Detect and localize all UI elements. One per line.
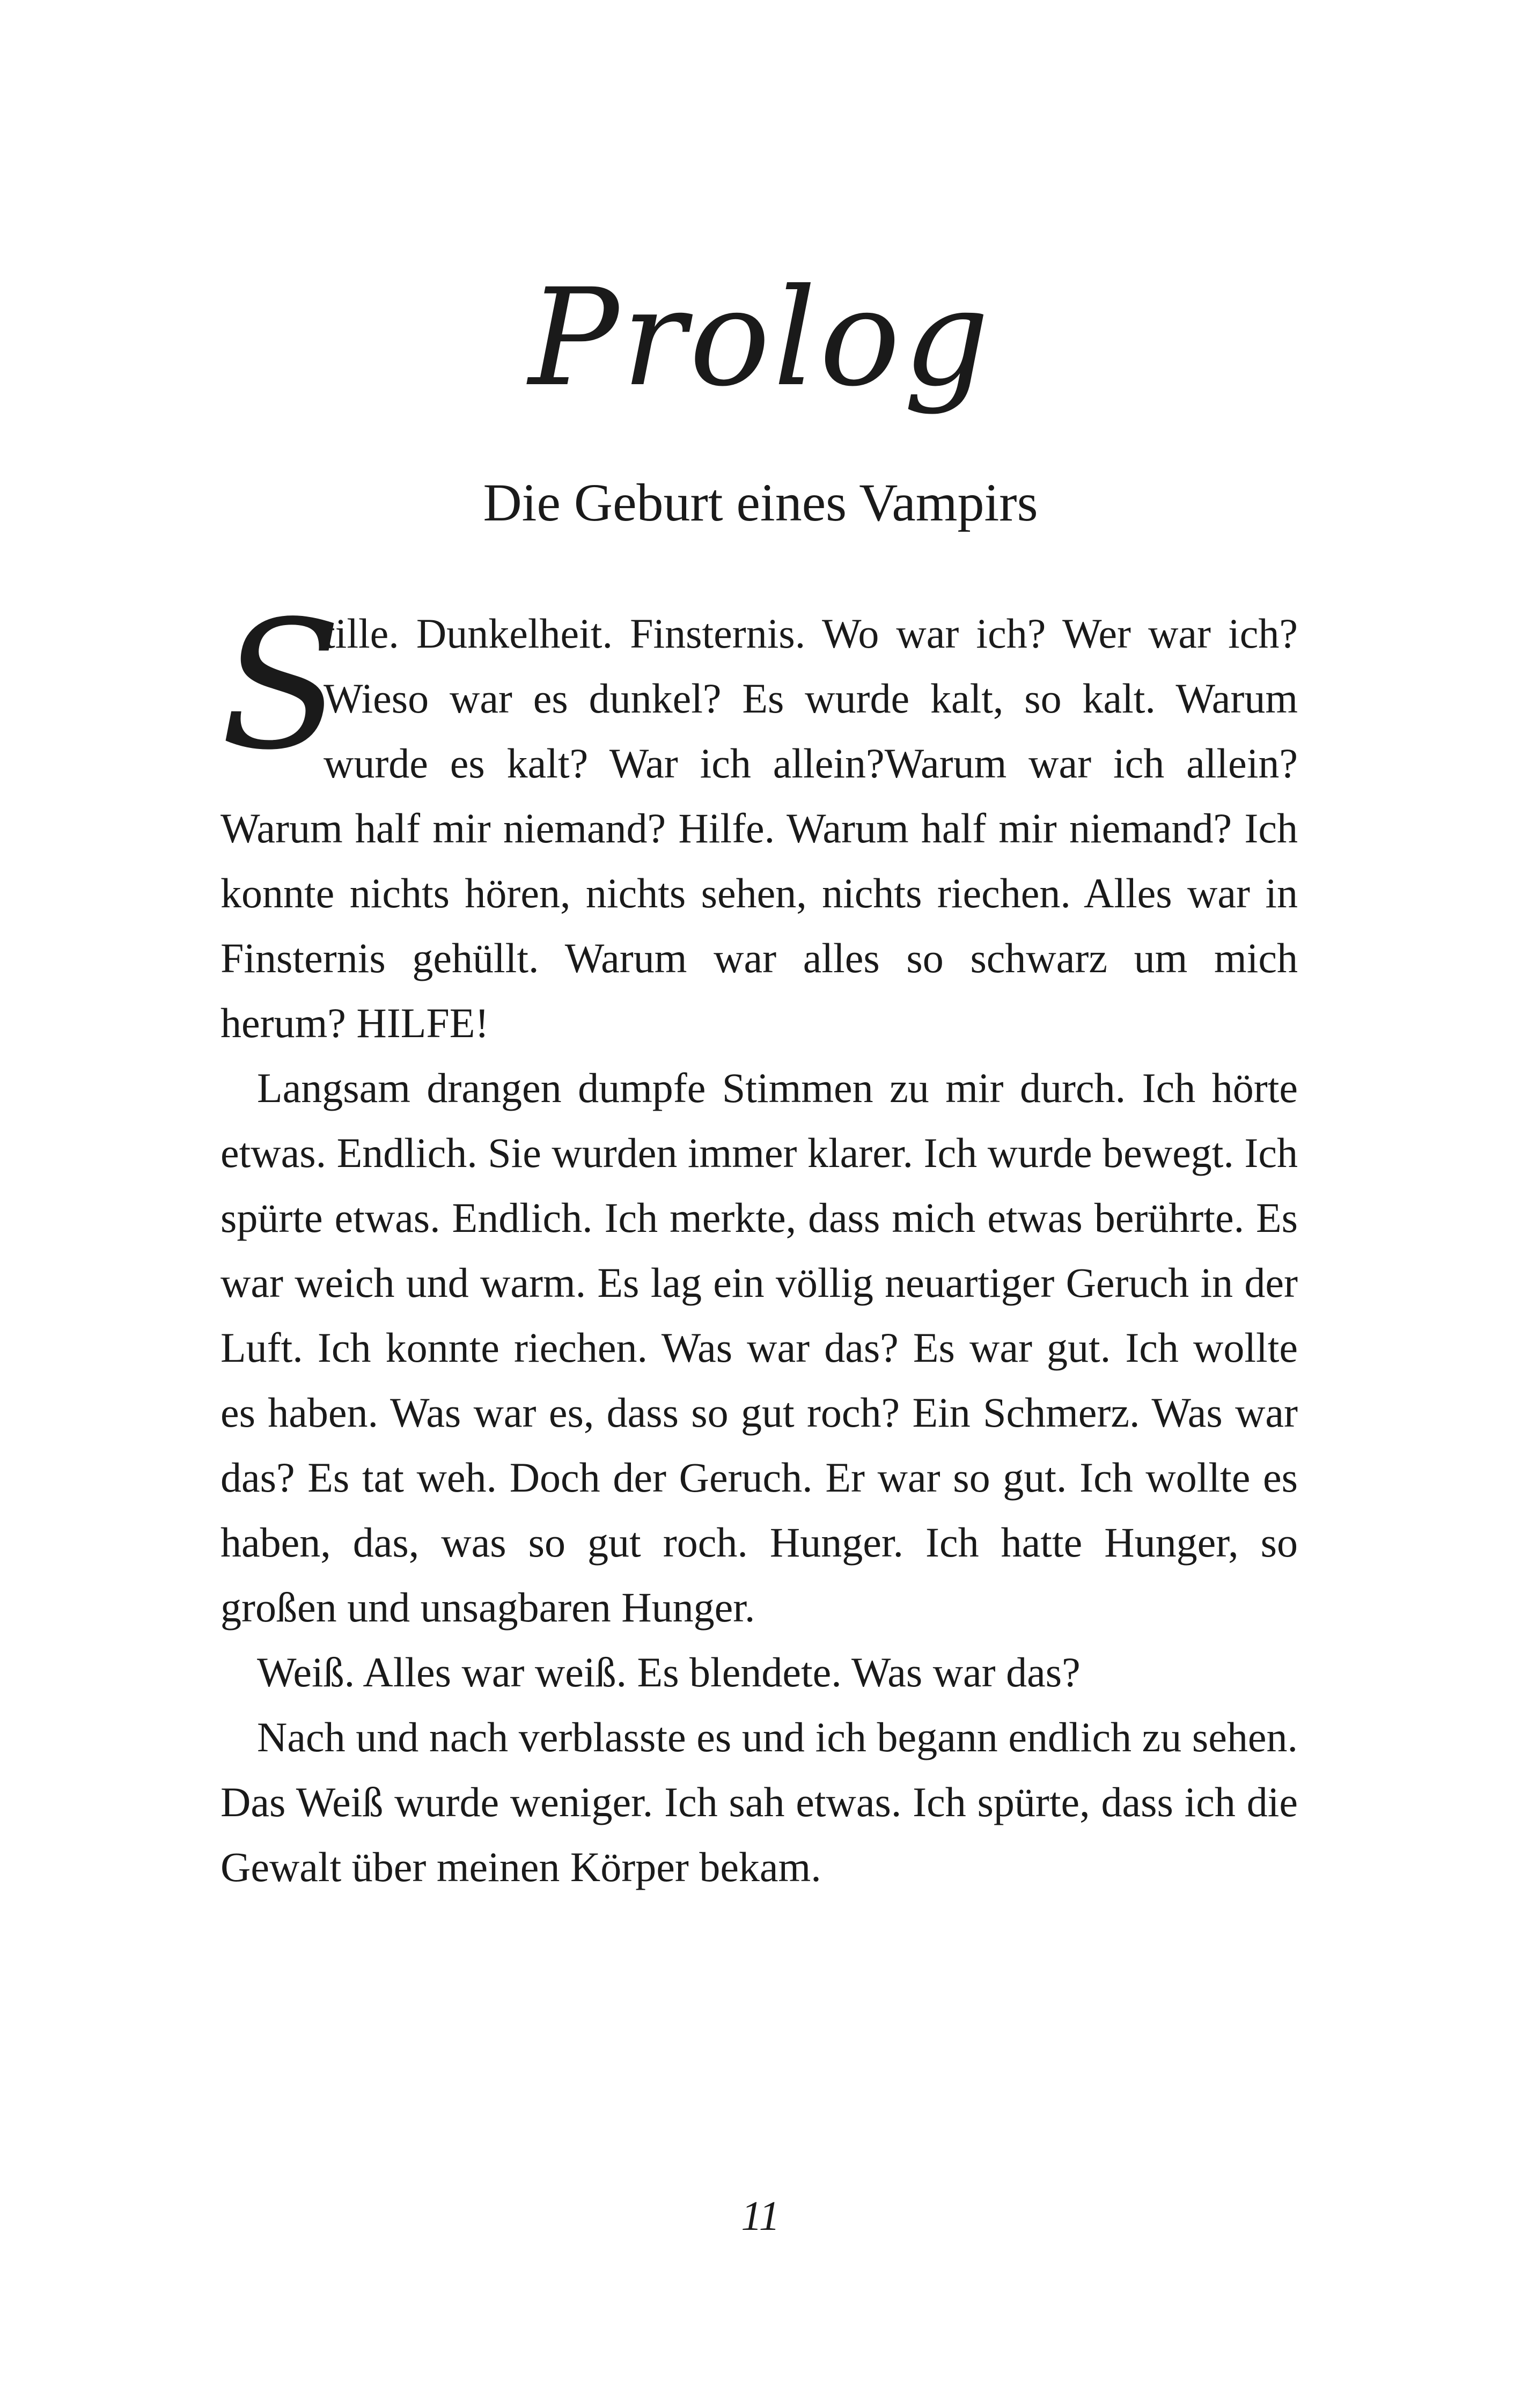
body-text — [221, 583, 1298, 1899]
page-number: 11 — [741, 2192, 780, 2239]
paragraph-3: Weiß. Alles war weiß. Es blendete. Was war das? — [257, 1649, 1081, 1695]
paragraph-2: Langsam drangen dumpfe Stimmen zu mir durch. Ich hörte etwas. Endlich. Sie wurden immer klarer. Ich wurde bewegt. Ich spürte etwas. Endlich. Ich merkte, dass mich etwas berührte. Es war weich und warm. Es lag ein völlig neuartiger Geruch in der Luft. Ich konnte riechen. Was war das? Es war gut. Ich wollte es haben. Was war es, dass so gut roch? Ein Schmerz. Was war das? Es tat weh. Doch der Geruch. Er war so gut. Ich wollte es haben, das, was so gut roch. Hunger. Ich hatte Hunger, so großen und unsagbaren Hunger. — [221, 1064, 1298, 1631]
drop-cap: S — [221, 583, 342, 789]
chapter-subtitle: Die Geburt eines Vampirs — [483, 473, 1038, 532]
paragraph-1 — [221, 583, 1298, 1055]
paragraph-1-text: tille. Dunkelheit. Finsternis. Wo war ich? Wer war ich? Wieso war es dunkel? Es wurde kalt, so kalt. Warum wurde es kalt? War ich allein?Warum war ich allein? Warum half mir niemand? Hilfe. Warum half mir niemand? Ich konnte nichts hören, nichts sehen, nichts riechen. Alles war in Finsternis gehüllt. Warum war alles so schwarz um mich herum? HILFE! — [221, 610, 1298, 1046]
chapter-title: Prolog — [528, 260, 993, 416]
paragraph-4: Nach und nach verblasste es und ich begann endlich zu sehen. Das Weiß wurde weniger. Ich sah etwas. Ich spürte, dass ich die Gewalt über meinen Körper bekam. — [221, 1714, 1298, 1890]
